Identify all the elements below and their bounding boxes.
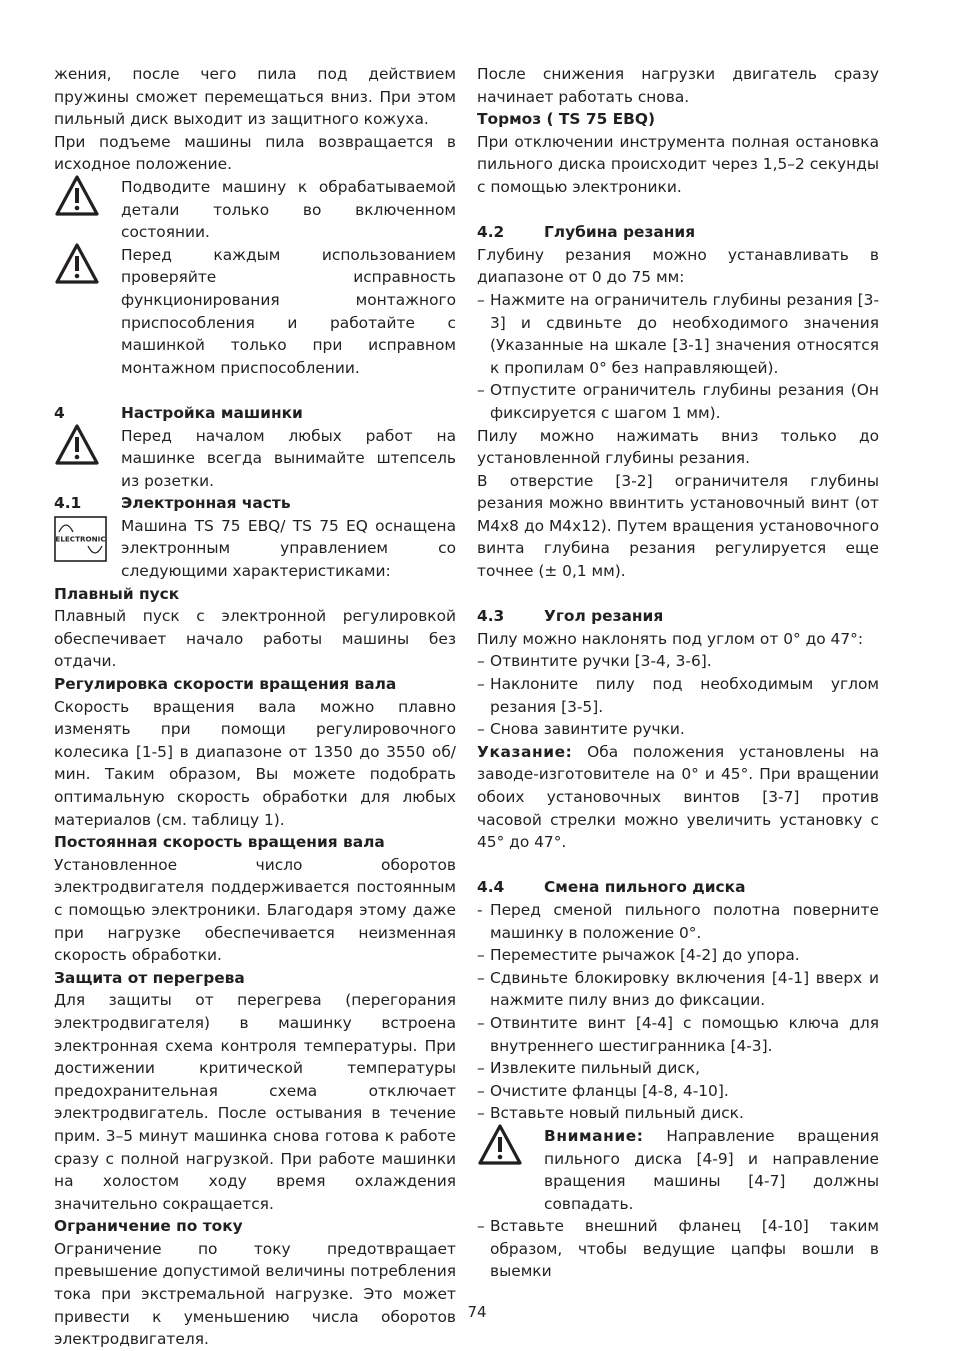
- warning-triangle-icon: [54, 244, 121, 286]
- list-item: – Сдвиньте блокировку включения [4-1] вверх и нажмите пилу вниз до фиксации.: [477, 968, 879, 1010]
- list-item: – Вставьте новый пильный диск.: [477, 1104, 744, 1123]
- list-item: – Отвинтите ручки [3-4, 3-6].: [477, 652, 712, 671]
- subheading: Плавный пуск: [54, 584, 180, 603]
- warning-text: Перед каждым использованием проверяйте исправность функционирования монтажного приспособления и работайте с машинкой только при исправном монтажном приспособлении.: [121, 245, 456, 377]
- section-heading: [54, 492, 456, 515]
- left-column: [54, 63, 456, 1351]
- paragraph: Глубину резания можно устанавливать в диапазоне от 0 до 75 мм:: [477, 245, 879, 287]
- section-number: 4.4: [477, 878, 505, 897]
- list-item: – Очистите фланцы [4-8, 4-10].: [477, 1081, 729, 1100]
- section-number: 4.2: [477, 223, 505, 242]
- paragraph: При подъеме машины пила возвращается в исходное положение.: [54, 132, 456, 174]
- section-intro: Машина TS 75 EBQ/ TS 75 EQ оснащена электронным управлением со следующими характеристиками:: [121, 516, 456, 581]
- section-heading: [477, 605, 879, 628]
- list-item: – Переместите рычажок [4-2] до упора.: [477, 946, 800, 965]
- section-heading: [477, 876, 879, 899]
- warning-triangle-icon: [54, 176, 121, 218]
- list-item: – Наклоните пилу под необходимым углом резания [3-5].: [477, 675, 879, 716]
- paragraph: Пилу можно нажимать вниз только до установленной глубины резания.: [477, 426, 879, 468]
- list-item: – Нажмите на ограничитель глубины резания [3-3] и сдвиньте до необходимого значения (Указанные на шкале [3-1] значения относятся к пропилам 0° без направляющей).: [477, 290, 879, 377]
- list-item: – Вставьте внешний фланец [4-10] таким образом, чтобы ведущие цапфы вошли в выемки: [477, 1217, 879, 1281]
- paragraph: жения, после чего пила под действием пружины сможет перемещаться вниз. При этом пильный диск выходит из защитного кожуха.: [54, 65, 456, 129]
- subheading: Защита от перегрева: [54, 968, 245, 987]
- attention-label: Внимание:: [544, 1126, 644, 1145]
- note-paragraph: [477, 741, 879, 854]
- electronic-icon: [54, 515, 121, 562]
- subheading: Тормоз ( TS 75 EBQ): [477, 110, 656, 129]
- list-item: – Снова завинтите ручки.: [477, 720, 685, 739]
- paragraph: Скорость вращения вала можно плавно изменять при помощи регулировочного колесика [1-5] в диапазоне от 1350 до 3550 об/мин. Таким образом, Вы можете подобрать оптимальную скорость обработки для любых материалов (см. таблицу 1).: [54, 697, 456, 829]
- attention-block: [477, 1125, 879, 1215]
- section-title: Настройка машинки: [121, 403, 303, 422]
- paragraph: Плавный пуск с электронной регулировкой обеспечивает начало работы машины без отдачи.: [54, 607, 456, 671]
- section-number: 4: [54, 403, 65, 422]
- section-title: Глубина резания: [544, 223, 696, 242]
- attention-text: Внимание: Направление вращения пильного диска [4-9] и направление вращения машины [4-7] должны совпадать.: [544, 1126, 879, 1213]
- warning-text: Подводите машину к обрабатываемой детали только во включенном состоянии.: [121, 177, 456, 242]
- electronic-icon-label: ELECTRONIC: [55, 534, 106, 544]
- warning-block: [54, 425, 456, 493]
- list-item: – Извлеките пильный диск,: [477, 1059, 701, 1078]
- section-title: Угол резания: [544, 607, 664, 626]
- section-heading: [477, 221, 879, 244]
- list-item: - Перед сменой пильного полотна поверните машинку в положение 0°.: [477, 900, 879, 942]
- paragraph: Ограничение по току предотвращает превышение допустимой величины потребления тока при экстремальной нагрузке. Это может привести к уменьшению числа оборотов электродвигателя.: [54, 1239, 456, 1349]
- paragraph: После снижения нагрузки двигатель сразу начинает работать снова.: [477, 65, 879, 106]
- note-label: Указание:: [477, 742, 573, 761]
- paragraph: Пилу можно наклонять под углом от 0° до 47°:: [477, 629, 863, 648]
- paragraph: При отключении инструмента полная остановка пильного диска происходит через 1,5–2 секунды с помощью электроники.: [477, 132, 879, 196]
- warning-block: [54, 176, 456, 244]
- section-number: 4.3: [477, 607, 505, 626]
- warning-triangle-icon: [54, 425, 121, 467]
- list-item: – Отпустите ограничитель глубины резания (Он фиксируется с шагом 1 мм).: [477, 381, 879, 422]
- subheading: Регулировка скорости вращения вала: [54, 675, 397, 694]
- warning-block: [54, 244, 456, 380]
- subheading: Постоянная скорость вращения вала: [54, 833, 385, 852]
- list-item: – Отвинтите винт [4-4] с помощью ключа для внутреннего шестигранника [4-3].: [477, 1013, 879, 1055]
- section-number: 4.1: [54, 494, 82, 513]
- electronic-block: [54, 515, 456, 583]
- paragraph: В отверстие [3-2] ограничителя глубины резания можно ввинтить установочный винт (от M4x8 до M4x12). Путем вращения установочного винта глубина резания регулируется еще точнее (± 0,1 мм).: [477, 471, 879, 581]
- section-title: Электронная часть: [121, 494, 291, 513]
- warning-triangle-icon: [477, 1125, 544, 1167]
- page-number: 74: [467, 1303, 487, 1321]
- warning-text: Перед началом любых работ на машинке всегда вынимайте штепсель из розетки.: [121, 426, 456, 490]
- note-text: Оба положения установлены на заводе-изготовителе на 0° и 45°. При вращении обоих установочных винтов [3-7] против часовой стрелки можно увеличить установку с 45° до 47°.: [477, 742, 879, 852]
- section-title: Смена пильного диска: [544, 878, 746, 897]
- subheading: Ограничение по току: [54, 1217, 243, 1236]
- paragraph: Установленное число оборотов электродвигателя поддерживается постоянным с помощью электроники. Благодаря этому даже при нагрузке обеспечивается неизменная скорость обработки.: [54, 855, 456, 965]
- section-heading: [54, 402, 456, 425]
- paragraph: Для защиты от перегрева (перегорания электродвигателя) в машинку встроена электронная схема контроля температуры. При достижении критической температуры предохранительная схема отключает электродвигатель. После остывания в течение прим. 3–5 минут машинка снова готова к работе сразу с полной нагрузкой. При работе машинки на холостом ходу время охлаждения значительно сокращается.: [54, 991, 456, 1213]
- right-column: [477, 63, 879, 1283]
